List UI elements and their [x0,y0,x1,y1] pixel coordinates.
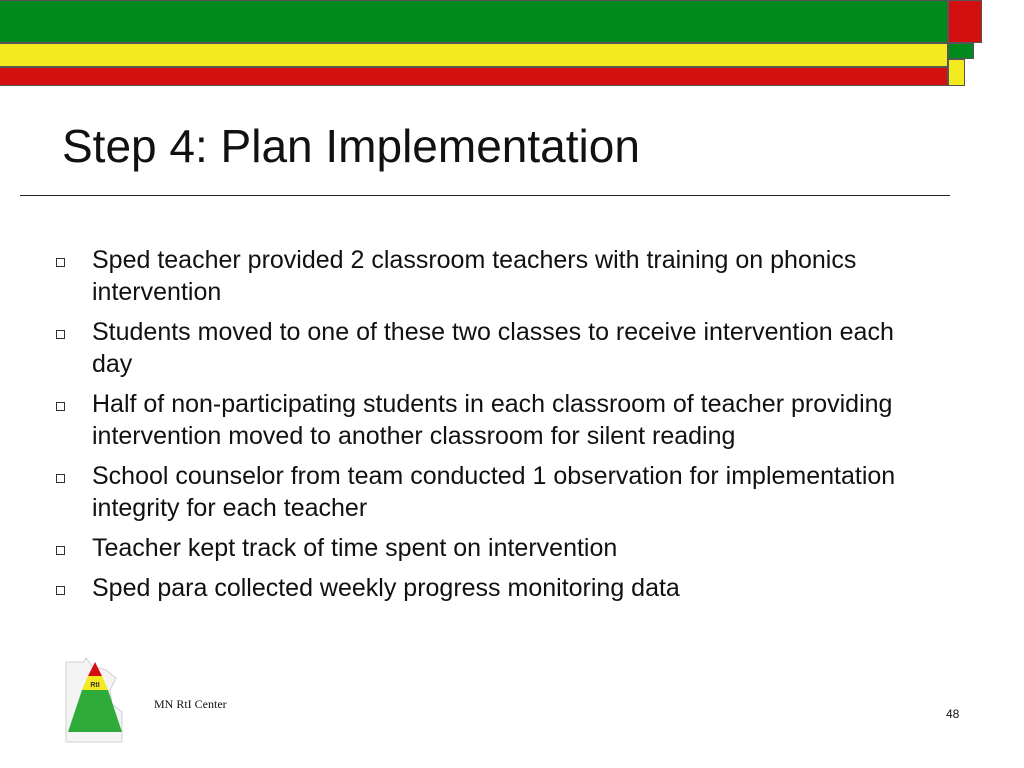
header-square-green [948,43,974,59]
header-square-yellow [948,59,965,86]
logo-label: RtI [90,682,100,689]
footer-text: MN RtI Center [154,697,227,711]
slide-title: Step 4: Plan Implementation [62,120,640,172]
bullet-item: Sped teacher provided 2 classroom teachers with training on phonics intervention [56,244,936,308]
page-number: 48 [946,707,960,721]
square-bullet-icon [56,258,65,267]
header-band-red [0,67,948,86]
square-bullet-icon [56,546,65,555]
bullet-list [56,244,936,612]
square-bullet-icon [56,474,65,483]
square-bullet-icon [56,402,65,411]
bullet-item: Half of non-participating students in each classroom of teacher providing intervention moved to another classroom for silent reading [56,388,936,452]
title-divider [20,195,950,196]
square-bullet-icon [56,330,65,339]
bullet-item: School counselor from team conducted 1 observation for implementation integrity for each teacher [56,460,936,524]
bullet-item: Students moved to one of these two classes to receive intervention each day [56,316,936,380]
header-band-green [0,0,948,43]
header-square-red [948,0,982,43]
rti-pyramid-logo-icon [62,656,128,746]
bullet-item: Teacher kept track of time spent on intervention [56,532,936,564]
header-band-yellow [0,43,948,67]
bullet-item: Sped para collected weekly progress monitoring data [56,572,936,604]
square-bullet-icon [56,586,65,595]
